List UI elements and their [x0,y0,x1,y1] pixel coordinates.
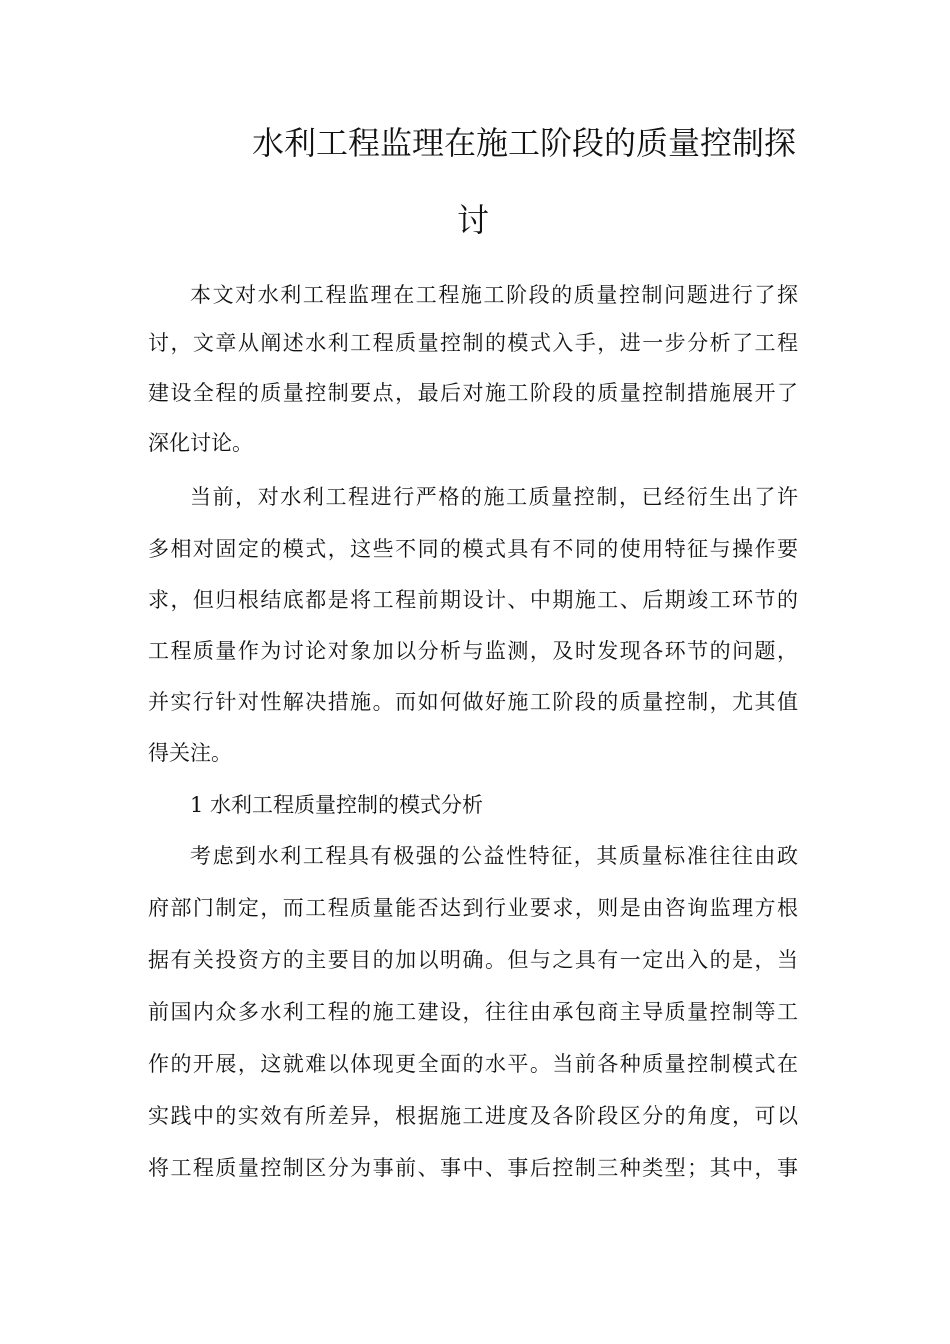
paragraph-line: 求，但归根结底都是将工程前期设计、中期施工、后期竣工环节的 [148,588,798,612]
paragraph-line: 讨，文章从阐述水利工程质量控制的模式入手，进一步分析了工程 [148,331,798,355]
paragraph-line: 府部门制定，而工程质量能否达到行业要求，则是由咨询监理方根 [148,896,798,920]
paragraph-line: 考虑到水利工程具有极强的公益性特征，其质量标准往往由政 [190,844,798,868]
paragraph-line: 前国内众多水利工程的施工建设，往往由承包商主导质量控制等工 [148,1000,798,1024]
paragraph-line: 多相对固定的模式，这些不同的模式具有不同的使用特征与操作要 [148,537,798,561]
paragraph-line: 实践中的实效有所差异，根据施工进度及各阶段区分的角度，可以 [148,1104,798,1128]
document-title-line-2: 讨 [456,201,489,239]
section-heading: 1 水利工程质量控制的模式分析 [190,793,484,817]
paragraph-line: 据有关投资方的主要目的加以明确。但与之具有一定出入的是，当 [148,948,798,972]
paragraph-line: 将工程质量控制区分为事前、事中、事后控制三种类型；其中，事 [148,1156,798,1180]
paragraph-line: 建设全程的质量控制要点，最后对施工阶段的质量控制措施展开了 [148,381,798,405]
paragraph-line: 本文对水利工程监理在工程施工阶段的质量控制问题进行了探 [190,283,798,307]
paragraph-line: 工程质量作为讨论对象加以分析与监测，及时发现各环节的问题， [148,639,798,663]
paragraph-line: 作的开展，这就难以体现更全面的水平。当前各种质量控制模式在 [148,1052,798,1076]
paragraph-line: 得关注。 [148,741,232,765]
paragraph-line: 并实行针对性解决措施。而如何做好施工阶段的质量控制，尤其值 [148,690,798,714]
paragraph-line: 当前，对水利工程进行严格的施工质量控制，已经衍生出了许 [190,485,798,509]
document-title-line-1: 水利工程监理在施工阶段的质量控制探 [251,124,796,162]
paragraph-line: 深化讨论。 [148,431,253,455]
